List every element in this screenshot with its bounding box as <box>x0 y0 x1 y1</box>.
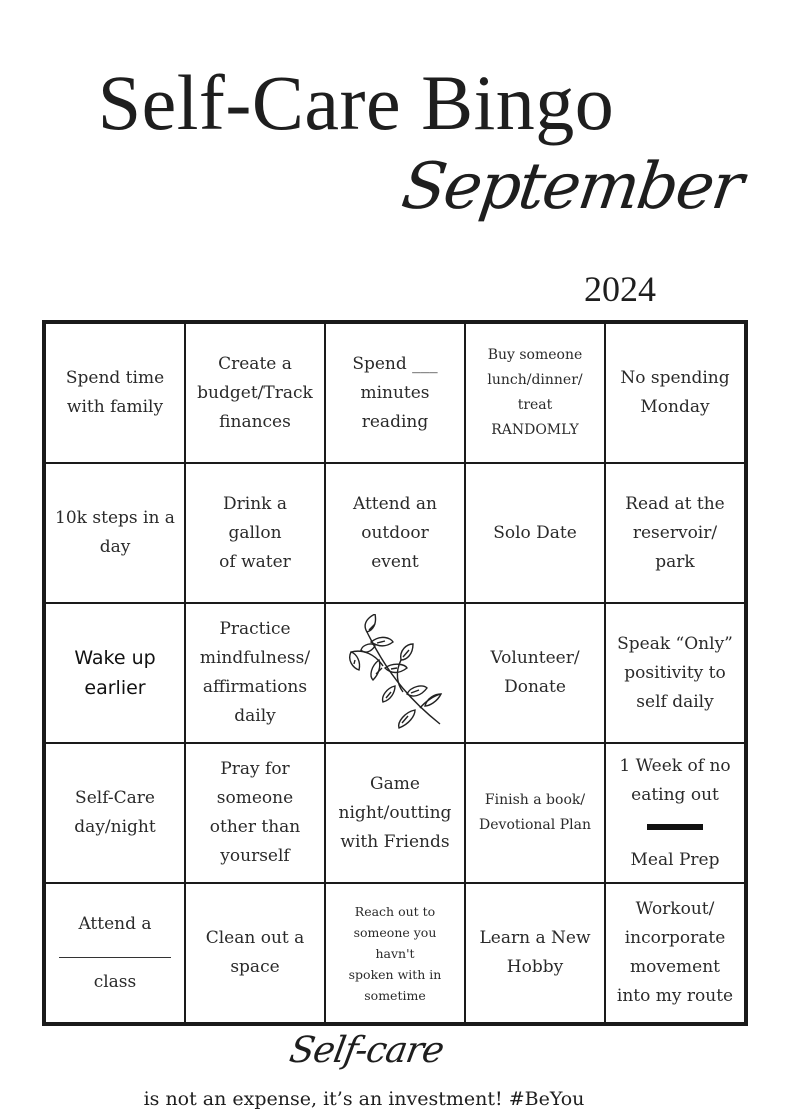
free-space-cell[interactable] <box>325 603 465 743</box>
bingo-cell[interactable]: Reach out to someone you havn't spoken with in sometime <box>325 883 465 1023</box>
bingo-cell[interactable]: 10k steps in a day <box>45 463 185 603</box>
fill-in-blank <box>59 943 171 958</box>
bingo-cell[interactable]: Spend time with family <box>45 323 185 463</box>
bingo-cell[interactable]: Clean out a space <box>185 883 325 1023</box>
bingo-cell[interactable]: Read at the reservoir/ park <box>605 463 745 603</box>
bingo-cell[interactable]: Drink a gallon of water <box>185 463 325 603</box>
month-script: September <box>397 150 747 224</box>
divider-bar <box>647 824 703 830</box>
bingo-cell[interactable]: Volunteer/ Donate <box>465 603 605 743</box>
bingo-cell[interactable]: Speak “Only” positivity to self daily <box>605 603 745 743</box>
bingo-cell[interactable]: 1 Week of no eating out Meal Prep <box>605 743 745 883</box>
bingo-cell[interactable]: Attend an outdoor event <box>325 463 465 603</box>
year-label: 2024 <box>584 269 656 309</box>
bingo-cell[interactable]: Practice mindfulness/ affirmations daily <box>185 603 325 743</box>
bingo-grid <box>42 320 748 1026</box>
bingo-cell[interactable]: Solo Date <box>465 463 605 603</box>
bingo-cell[interactable]: Finish a book/ Devotional Plan <box>465 743 605 883</box>
bingo-cell[interactable]: Game night/outting with Friends <box>325 743 465 883</box>
bingo-cell[interactable]: Learn a New Hobby <box>465 883 605 1023</box>
bingo-cell[interactable]: Create a budget/Track finances <box>185 323 325 463</box>
bingo-cell[interactable]: Workout/ incorporate movement into my route <box>605 883 745 1023</box>
bingo-cell[interactable]: Buy someone lunch/dinner/ treat RANDOMLY <box>465 323 605 463</box>
footer-tagline: is not an expense, it’s an investment! #BeYou <box>143 1088 585 1110</box>
bingo-cell[interactable]: Pray for someone other than yourself <box>185 743 325 883</box>
bingo-cell[interactable]: Wake up earlier <box>45 603 185 743</box>
bingo-cell[interactable]: Self-Care day/night <box>45 743 185 883</box>
bingo-cell[interactable]: No spending Monday <box>605 323 745 463</box>
leaf-branch-icon <box>345 614 445 732</box>
bingo-cell[interactable]: Attend a class <box>45 883 185 1023</box>
footer-script-title: Self-care <box>286 1030 447 1071</box>
page-title: Self-Care Bingo <box>97 59 615 146</box>
bingo-cell[interactable]: Spend ___ minutes reading <box>325 323 465 463</box>
